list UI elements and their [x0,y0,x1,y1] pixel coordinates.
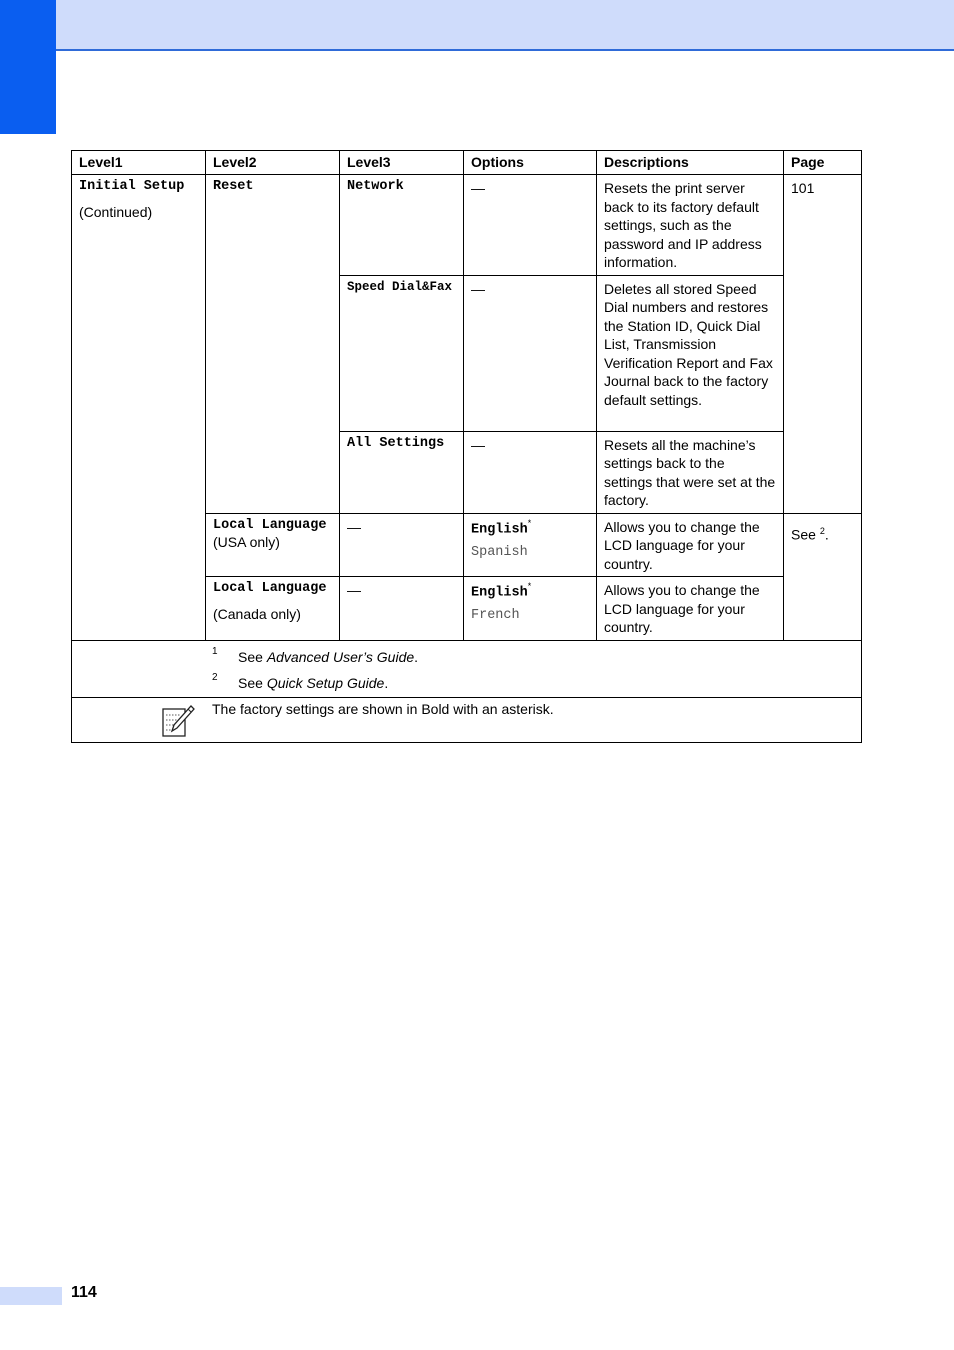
lang-page-cell [784,513,862,640]
lang-usa-description: Allows you to change the LCD language for your country. [597,513,784,577]
lang-usa-note: (USA only) [213,533,280,550]
reset-cell [206,175,340,514]
speed-dial-cell [340,275,464,431]
network-description: Resets the print server back to its factory default settings, such as the password and IP address information. [597,175,784,276]
speed-dial-label: Speed Dial&Fax [347,279,453,294]
header-options: Options [464,151,597,175]
footnote-box [71,641,862,698]
lang-canada-description: Allows you to change the LCD language for your country. [597,577,784,641]
header-band [0,0,954,51]
speed-dial-description: Deletes all stored Speed Dial numbers and restores the Station ID, Quick Dial List, Transmission Verification Report and Fax Journal back to the factory default settings. [597,275,784,431]
header-descriptions: Descriptions [597,151,784,175]
lang-usa-label: Local Language [213,517,327,533]
footnote-title: Quick Setup Guide [266,675,385,691]
all-settings-option: — [464,431,597,513]
lang-page-ref: 2 [819,525,825,536]
footnote-suffix: . [414,649,419,665]
all-settings-label: All Settings [347,435,445,451]
note-pencil-icon [160,704,196,738]
footnote-text [238,649,418,665]
footnote-text [238,675,388,691]
lang-canada-alt: French [471,608,520,624]
level1-label: Initial Setup [79,179,185,194]
level1-continued: (Continued) [79,204,153,220]
lang-canada-label: Local Language [213,581,327,596]
lang-canada-level3: — [340,577,464,641]
lang-usa-alt: Spanish [471,544,528,560]
header-level2: Level2 [206,151,340,175]
footnote-title: Advanced User’s Guide [266,649,415,665]
table-header-row [72,151,862,175]
lang-canada-options [464,577,597,641]
page-number-tab [0,1287,62,1305]
network-cell [340,175,464,276]
footnote-number: 2 [212,672,218,683]
chapter-tab [0,0,56,134]
lang-usa-default: English [471,521,528,537]
reset-page: 101 [784,175,862,514]
footnote-number: 1 [212,646,218,657]
footnote-prefix: See [238,649,267,665]
default-asterisk: * [527,517,532,528]
lang-canada-note: (Canada only) [213,606,301,622]
lang-usa-options [464,513,597,577]
lang-page-suffix: . [824,526,829,543]
all-settings-description: Resets all the machine’s settings back to the settings that were set at the factory. [597,431,784,513]
lang-canada-cell [206,577,340,641]
settings-table [71,150,862,641]
default-asterisk: * [527,581,532,591]
all-settings-cell [340,431,464,513]
header-page: Page [784,151,862,175]
network-label: Network [347,179,404,194]
lang-page-prefix: See [791,526,816,543]
footnote-prefix: See [238,675,267,691]
note-text: The factory settings are shown in Bold with an asterisk. [212,701,554,717]
header-level3: Level3 [340,151,464,175]
lang-usa-cell [206,513,340,577]
table-row [72,175,862,276]
network-option: — [464,175,597,276]
reset-label: Reset [213,179,254,194]
level1-cell [72,175,206,641]
footnote-suffix: . [384,675,389,691]
page-number: 114 [71,1284,97,1301]
lang-usa-level3: — [340,513,464,577]
header-level1: Level1 [72,151,206,175]
lang-canada-default: English [471,585,528,601]
speed-dial-option: — [464,275,597,431]
